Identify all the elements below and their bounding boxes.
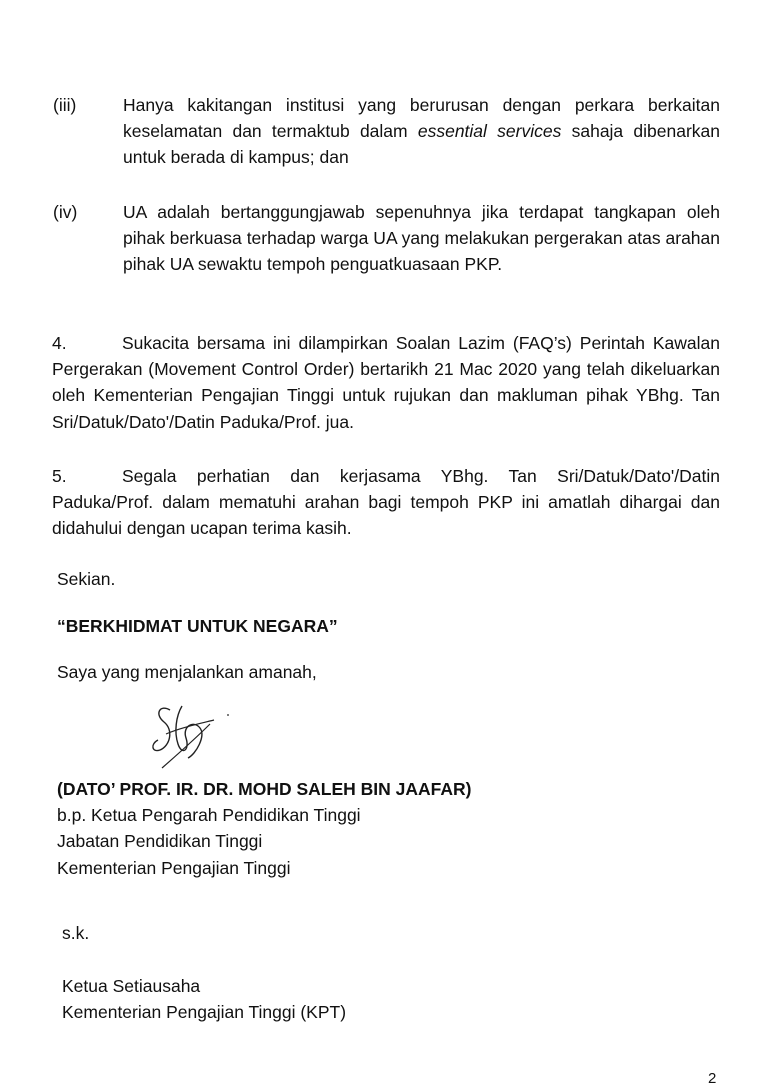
paragraph-4 bbox=[52, 330, 720, 435]
cc-line: Kementerian Pengajian Tinggi (KPT) bbox=[62, 1002, 347, 1023]
signatory-block bbox=[57, 776, 472, 881]
cc-line: Ketua Setiausaha bbox=[62, 976, 201, 996]
motto: “BERKHIDMAT UNTUK NEGARA” bbox=[57, 616, 338, 636]
list-item-number: (iv) bbox=[53, 202, 78, 222]
list-item-iii bbox=[53, 92, 720, 171]
list-item-text: Hanya kakitangan institusi yang berurusan dengan perkara berkaitan keselamatan dan termaktub dalam essential services sahaja dibenarkan untuk berada di kampus; dan bbox=[123, 95, 721, 168]
list-item-text: UA adalah bertanggungjawab sepenuhnya jika terdapat tangkapan oleh pihak berkuasa terhadap warga UA yang melakukan pergerakan atas arahan pihak UA sewaktu tempoh penguatkuasaan PKP. bbox=[123, 202, 720, 275]
page-number: 2 bbox=[708, 1070, 717, 1087]
closing-trust-line: Saya yang menjalankan amanah, bbox=[57, 662, 317, 682]
signatory-line: Kementerian Pengajian Tinggi bbox=[57, 857, 291, 878]
paragraph-number: 5. bbox=[52, 466, 67, 486]
paragraph-text: Segala perhatian dan kerjasama YBhg. Tan Sri/Datuk/Dato'/Datin Paduka/Prof. dalam mematuhi arahan bagi tempoh PKP ini amatlah dihargai dan didahului dengan ucapan terima kasih. bbox=[52, 466, 720, 539]
emphasis-text: essential services bbox=[417, 121, 562, 142]
signatory-name: (DATO’ PROF. IR. DR. MOHD SALEH BIN JAAFAR) bbox=[57, 779, 472, 799]
cc-recipient bbox=[62, 973, 346, 1025]
cc-label: s.k. bbox=[62, 923, 90, 943]
list-item-number: (iii) bbox=[53, 95, 77, 115]
signatory-line: b.p. Ketua Pengarah Pendidikan Tinggi bbox=[57, 805, 361, 826]
paragraph-text: Sukacita bersama ini dilampirkan Soalan Lazim (FAQ’s) Perintah Kawalan Pergerakan (Movement Control Order) bertarikh 21 Mac 2020 yang telah dikeluarkan oleh Kementerian Pengajian Tinggi untuk rujukan dan makluman pihak YBhg. Tan Sri/Datuk/Dato'/Datin Paduka/Prof. jua. bbox=[52, 333, 720, 432]
signature-image bbox=[140, 698, 240, 773]
signatory-line: Jabatan Pendidikan Tinggi bbox=[57, 831, 263, 852]
list-item-iv bbox=[53, 199, 720, 278]
closing-sekian: Sekian. bbox=[57, 569, 116, 589]
paragraph-5 bbox=[52, 463, 720, 542]
paragraph-number: 4. bbox=[52, 333, 67, 353]
